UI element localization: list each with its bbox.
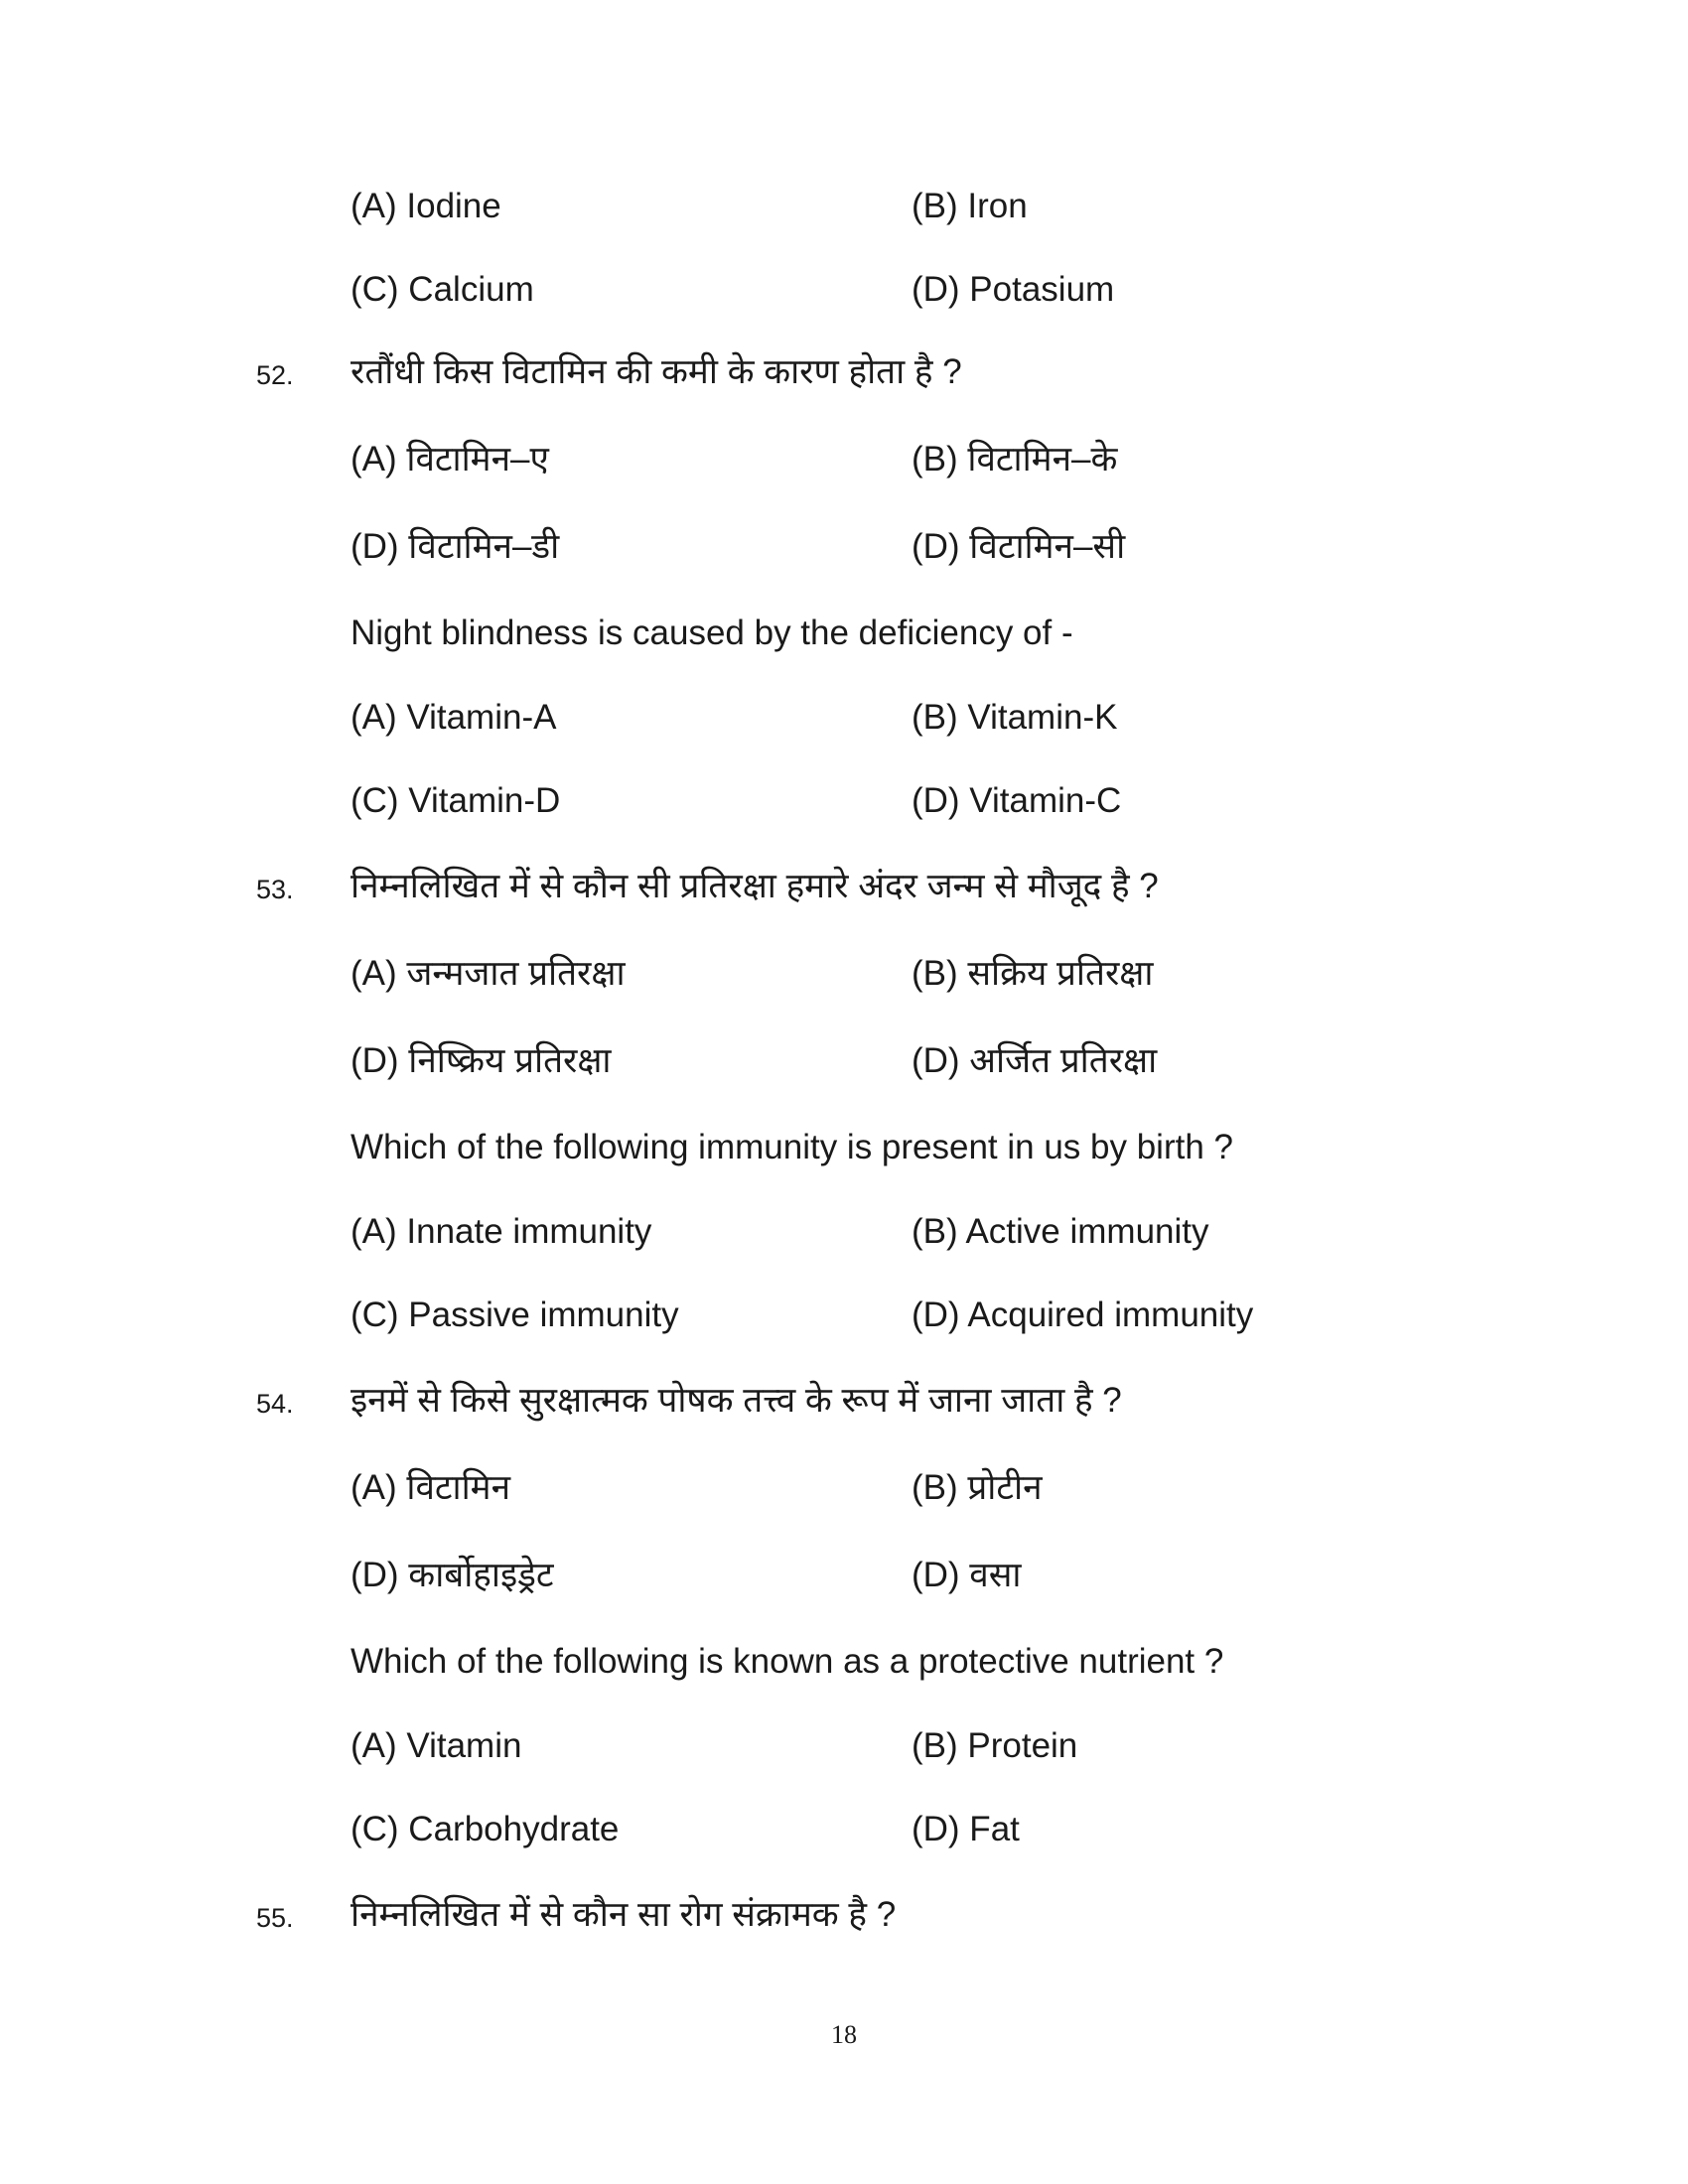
option-b: (B) Vitamin-K: [912, 698, 1118, 737]
option-d: (D) Acquired immunity: [912, 1296, 1254, 1334]
option-b: (B) Protein: [912, 1726, 1078, 1765]
option-c: (C) Vitamin-D: [351, 781, 561, 820]
question-text-hindi: रतौंधी किस विटामिन की कमी के कारण होता है ?: [351, 352, 962, 391]
option-c: (C) Calcium: [351, 270, 534, 309]
option-b: (B) Active immunity: [912, 1212, 1209, 1251]
question-number: 53.: [256, 875, 294, 904]
option-d: (D) Potasium: [912, 270, 1115, 309]
option-c-hindi: (D) कार्बोहाइड्रेट: [351, 1556, 554, 1594]
option-c: (C) Passive immunity: [351, 1296, 679, 1334]
option-d-hindi: (D) अर्जित प्रतिरक्षा: [912, 1041, 1158, 1080]
option-d-hindi: (D) वसा: [912, 1556, 1022, 1594]
option-b-hindi: (B) विटामिन–के: [912, 440, 1118, 478]
option-c: (C) Carbohydrate: [351, 1810, 620, 1848]
option-b: (B) Iron: [912, 187, 1028, 225]
question-number: 54.: [256, 1389, 294, 1419]
option-d: (D) Fat: [912, 1810, 1020, 1848]
question-text-english: Night blindness is caused by the deficiency of -: [351, 614, 1073, 652]
option-a: (A) Innate immunity: [351, 1212, 652, 1251]
page-number: 18: [831, 2020, 857, 2049]
option-b-hindi: (B) सक्रिय प्रतिरक्षा: [912, 954, 1154, 993]
question-number: 55.: [256, 1903, 294, 1933]
option-a: (A) Vitamin-A: [351, 698, 557, 737]
option-d-hindi: (D) विटामिन–सी: [912, 527, 1126, 566]
question-text-hindi: निम्नलिखित में से कौन सा रोग संक्रामक है ?: [351, 1895, 897, 1934]
option-a-hindi: (A) विटामिन: [351, 1468, 511, 1507]
question-text-english: Which of the following immunity is present in us by birth ?: [351, 1128, 1233, 1166]
option-b-hindi: (B) प्रोटीन: [912, 1468, 1043, 1507]
question-number: 52.: [256, 360, 294, 390]
option-c-hindi: (D) विटामिन–डी: [351, 527, 560, 566]
question-text-hindi: इनमें से किसे सुरक्षात्मक पोषक तत्त्व के रूप में जाना जाता है ?: [351, 1381, 1122, 1420]
option-a: (A) Iodine: [351, 187, 501, 225]
question-text-english: Which of the following is known as a protective nutrient ?: [351, 1642, 1224, 1681]
option-a: (A) Vitamin: [351, 1726, 522, 1765]
option-d: (D) Vitamin-C: [912, 781, 1122, 820]
question-text-hindi: निम्नलिखित में से कौन सी प्रतिरक्षा हमारे अंदर जन्म से मौजूद है ?: [351, 867, 1159, 905]
option-a-hindi: (A) विटामिन–ए: [351, 440, 549, 478]
option-a-hindi: (A) जन्मजात प्रतिरक्षा: [351, 954, 626, 993]
option-c-hindi: (D) निष्क्रिय प्रतिरक्षा: [351, 1041, 612, 1080]
